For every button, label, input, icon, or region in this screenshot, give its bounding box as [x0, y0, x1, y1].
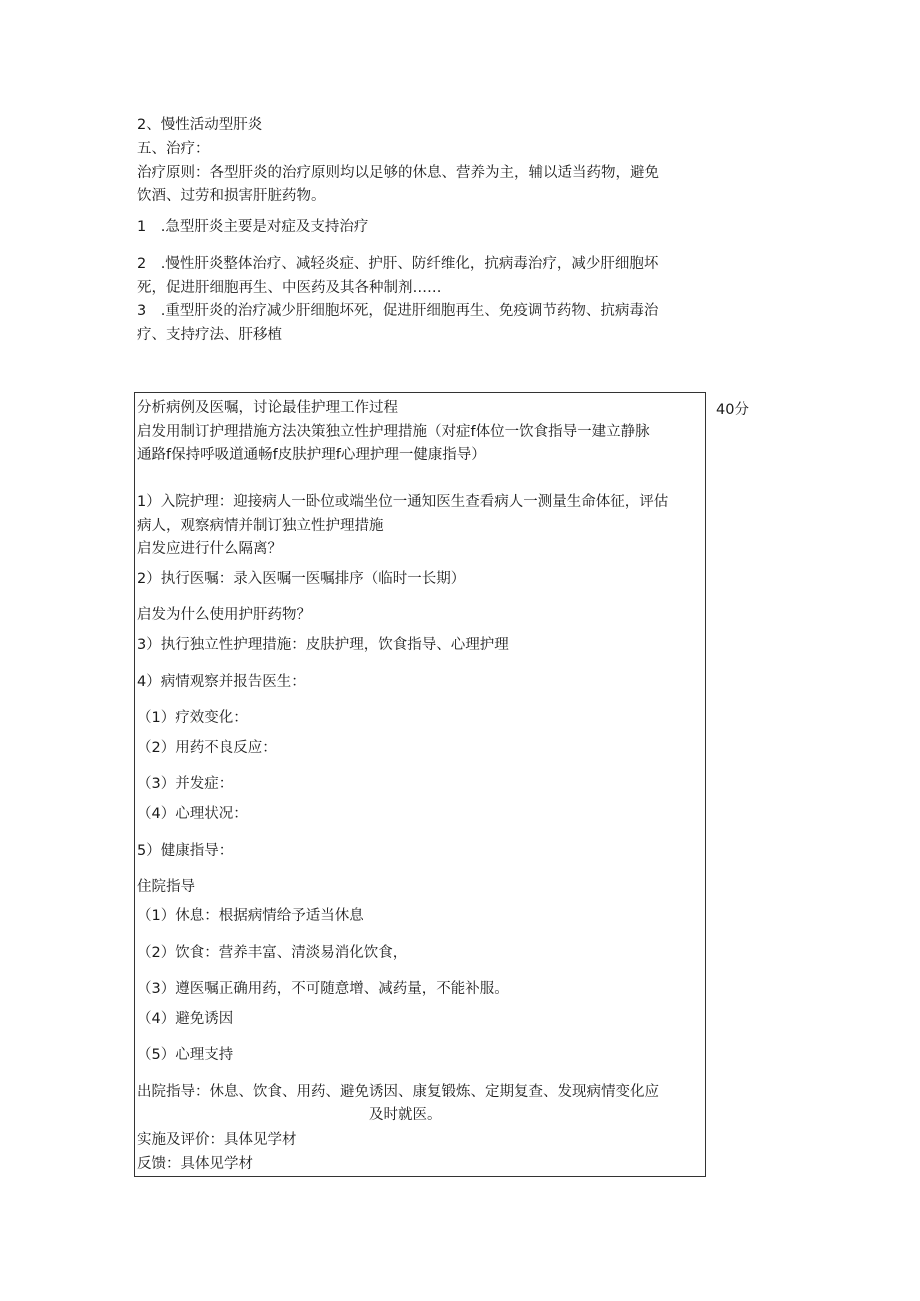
cell-line: 及时就医。 [369, 1107, 442, 1123]
list-item: 1 .急型肝炎主要是对症及支持治疗 [137, 219, 369, 235]
list-item-continuation: 疗、支持疗法、肝移植 [137, 327, 282, 343]
cell-line: 启发用制订护理措施方法决策独立性护理措施（对症f体位一饮食指导一建立静脉 [137, 424, 650, 440]
cell-line: （1）疗效变化： [137, 710, 248, 726]
cell-line: 启发为什么使用护肝药物？ [137, 607, 311, 623]
cell-line: 病人，观察病情并制订独立性护理措施 [137, 518, 384, 534]
cell-line: 1）入院护理：迎接病人一卧位或端坐位一通知医生查看病人一测量生命体征，评估 [137, 494, 669, 510]
cell-line: （4）避免诱因 [137, 1011, 234, 1027]
cell-line: （1）休息：根据病情给予适当休息 [137, 908, 364, 924]
paragraph-line: 治疗原则：各型肝炎的治疗原则均以足够的休息、营养为主，辅以适当药物，避免 [137, 165, 659, 181]
cell-line: 出院指导：休息、饮食、用药、避免诱因、康复锻炼、定期复查、发现病情变化应 [137, 1084, 659, 1100]
cell-line: 4）病情观察并报告医生： [137, 674, 306, 690]
cell-line: 反馈：具体见学材 [137, 1156, 253, 1172]
cell-line: （2）饮食：营养丰富、清淡易消化饮食， [137, 945, 408, 961]
cell-line: 通路f保持呼吸道通畅f皮肤护理f心理护理一健康指导） [137, 447, 486, 463]
cell-line: 3）执行独立性护理措施：皮肤护理，饮食指导、心理护理 [137, 637, 509, 653]
list-item: 3 .重型肝炎的治疗减少肝细胞坏死，促进肝细胞再生、免疫调节药物、抗病毒治 [137, 303, 659, 319]
list-item: 2 .慢性肝炎整体治疗、减轻炎症、护肝、防纤维化，抗病毒治疗，减少肝细胞坏 [137, 256, 659, 272]
cell-line: 分析病例及医嘱，讨论最佳护理工作过程 [137, 400, 398, 416]
cell-line: 实施及评价：具体见学材 [137, 1132, 297, 1148]
score-label: 40分 [716, 402, 749, 418]
subsection-heading: 2、慢性活动型肝炎 [137, 117, 263, 133]
paragraph-line: 饮酒、过劳和损害肝脏药物。 [137, 188, 326, 204]
section-heading: 五、治疗： [137, 141, 210, 157]
cell-line: 2）执行医嘱：录入医嘱一医嘱排序（临时一长期） [137, 571, 466, 587]
cell-line: （3）并发症： [137, 776, 234, 792]
cell-line: （3）遵医嘱正确用药，不可随意增、减药量，不能补服。 [137, 981, 509, 997]
list-item-continuation: 死，促进肝细胞再生、中医药及其各种制剂…… [137, 280, 442, 296]
cell-line: 启发应进行什么隔离？ [137, 541, 282, 557]
cell-line: 5）健康指导： [137, 843, 234, 859]
cell-line: （2）用药不良反应： [137, 740, 277, 756]
cell-line: （4）心理状况： [137, 806, 248, 822]
cell-line: 住院指导 [137, 879, 195, 895]
cell-line: （5）心理支持 [137, 1047, 234, 1063]
